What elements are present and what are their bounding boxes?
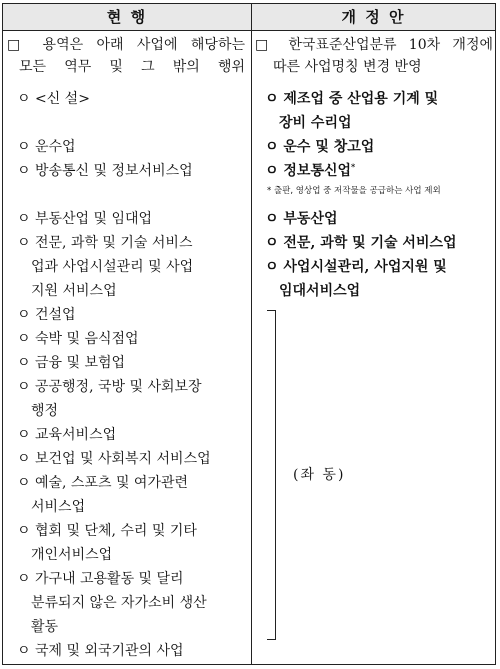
header-revised: 개 정 안 <box>341 8 406 26</box>
footnote-mark: * <box>351 161 356 172</box>
current-item: ㅇ 금융 및 보험업 <box>17 355 126 371</box>
revised-item-cont: 임대서비스업 <box>279 283 361 299</box>
revised-item: ㅇ 전문, 과학 및 기술 서비스업 <box>265 235 457 251</box>
current-item-cont: 지원 서비스업 <box>31 283 117 299</box>
column-divider <box>251 4 252 664</box>
current-item: ㅇ 가구내 고용활동 및 달리 <box>17 571 184 587</box>
current-item-cont: 업과 사업시설관리 및 사업 <box>31 259 194 275</box>
current-intro-line: 모든 역무 및 그 밖의 행위 <box>19 59 245 75</box>
current-item: ㅇ 국제 및 외국기관의 사업 <box>17 643 184 659</box>
revised-item-text: ㅇ 정보통신업 <box>265 163 352 179</box>
current-item: ㅇ 예술, 스포츠 및 여가관련 <box>17 475 189 491</box>
header-current: 현 행 <box>106 8 148 26</box>
current-item: ㅇ 보건업 및 사회복지 서비스업 <box>17 451 211 467</box>
same-as-left: (좌 동) <box>293 467 346 483</box>
revised-intro-line: 따른 사업명칭 변경 반영 <box>273 59 422 75</box>
current-item: ㅇ 방송통신 및 정보서비스업 <box>17 163 193 179</box>
table-header <box>3 4 495 31</box>
current-item-cont: 개인서비스업 <box>31 547 113 563</box>
current-item-cont: 분류되지 않은 자가소비 생산 <box>31 595 207 611</box>
current-item-cont: 행정 <box>31 403 59 419</box>
revised-item-cont: 장비 수리업 <box>279 115 352 131</box>
current-item: ㅇ 부동산업 및 임대업 <box>17 211 153 227</box>
revised-intro-line: □ 한국표준산업분류 10차 개정에 <box>255 37 493 53</box>
bracket <box>267 310 276 640</box>
current-item: ㅇ 운수업 <box>17 139 76 155</box>
current-intro-line: □ 용역은 아래 사업에 해당하는 <box>7 37 245 53</box>
current-item: ㅇ 전문, 과학 및 기술 서비스 <box>17 235 193 251</box>
current-item-cont: 서비스업 <box>31 499 86 515</box>
current-item-cont: 활동 <box>31 619 59 635</box>
revised-item: ㅇ 운수 및 창고업 <box>265 139 375 155</box>
current-item: ㅇ 교육서비스업 <box>17 427 117 443</box>
footnote: * 출판, 영상업 중 저작물을 공급하는 사업 제외 <box>267 186 441 196</box>
revised-item <box>265 160 355 182</box>
revised-item: ㅇ 제조업 중 산업용 기계 및 <box>265 91 439 107</box>
current-item-new: ㅇ <신 설> <box>17 91 90 107</box>
comparison-table <box>2 3 496 665</box>
current-item: ㅇ 숙박 및 음식점업 <box>17 331 139 347</box>
current-item: ㅇ 건설업 <box>17 307 76 323</box>
current-item: ㅇ 공공행정, 국방 및 사회보장 <box>17 379 202 395</box>
revised-item: ㅇ 부동산업 <box>265 211 338 227</box>
revised-item: ㅇ 사업시설관리, 사업지원 및 <box>265 259 447 275</box>
current-item: ㅇ 협회 및 단체, 수리 및 기타 <box>17 523 197 539</box>
